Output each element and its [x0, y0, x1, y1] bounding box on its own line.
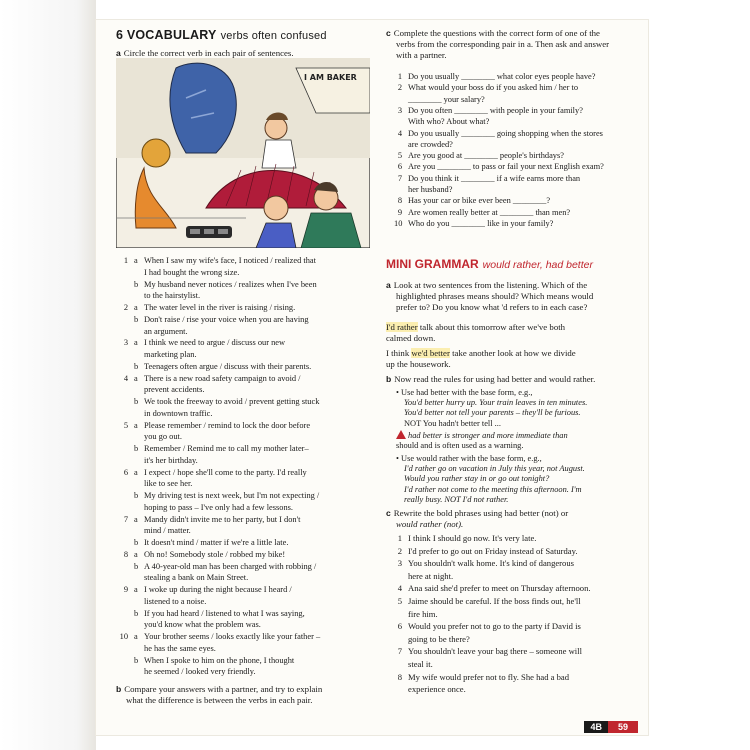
vocab-item-text[interactable]: When I saw my wife's face, I noticed / realized that — [144, 256, 316, 265]
grammar-c-line-2: would rather (not). — [396, 519, 464, 529]
vocab-item-letter: a — [134, 373, 138, 383]
vocab-item-line — [118, 620, 370, 631]
grammar-part-a — [386, 280, 648, 313]
vocab-item-line — [118, 503, 370, 514]
question-number: 4 — [397, 128, 402, 138]
rewrite-sentence-number: 1 — [397, 533, 402, 543]
vocab-item-text[interactable]: When I spoke to him on the phone, I thought — [144, 655, 295, 665]
grammar-b-label: b — [386, 374, 392, 384]
question-line — [394, 174, 648, 185]
vocab-item-letter: a — [134, 549, 138, 559]
vocab-item-line — [118, 479, 370, 490]
vocab-item-letter: b — [134, 491, 139, 500]
rule-2-line-4: I'd rather not come to the meeting this afternoon. I'm — [404, 484, 582, 494]
vocab-item-line — [118, 632, 370, 643]
vocab-item-line — [118, 432, 370, 443]
question-line — [394, 106, 648, 117]
question-line — [394, 196, 648, 207]
example-2-line-2: up the housework. — [386, 359, 451, 369]
mini-grammar-title — [386, 257, 593, 271]
vocab-item-line — [118, 644, 370, 655]
grammar-example-1 — [386, 322, 648, 344]
vocab-item-line — [118, 327, 370, 338]
vocab-item-letter: b — [134, 279, 139, 289]
rewrite-sentence-text: My wife would prefer not to fly. She had a bad — [408, 671, 570, 682]
question-number: 10 — [394, 218, 403, 228]
vocab-item-letter: b — [134, 561, 139, 571]
rewrite-sentence-number: 8 — [397, 671, 402, 682]
vocab-item-letter: a — [134, 514, 138, 524]
rewrite-sentence-number: 7 — [397, 646, 402, 657]
vocab-item-text[interactable]: My husband never notices / realizes when I've been — [144, 279, 317, 289]
question-number: 7 — [397, 173, 402, 183]
vocab-item-number: 2 — [123, 303, 128, 312]
grammar-example-2 — [386, 348, 648, 370]
rewrite-sentence-line — [394, 546, 648, 557]
question-text: What would your boss do if you asked him / her to — [408, 83, 579, 93]
vocab-item-line — [118, 291, 370, 302]
rule-2-line-2: I'd rather go on vacation in July this year, not August. — [404, 464, 585, 474]
part-b-label: b — [116, 684, 122, 694]
part-c-instruction — [386, 28, 648, 61]
question-text: Who do you ________ like in your family? — [408, 218, 554, 228]
vocab-item-line — [118, 538, 370, 549]
question-text: Are women really better at ________ than men? — [408, 207, 571, 217]
vocab-item-letter: b — [134, 655, 139, 665]
vocab-item-text[interactable]: We took the freeway to avoid / prevent getting stuck — [144, 397, 320, 406]
vocab-item-text[interactable]: to the hairstylist. — [144, 291, 201, 301]
rule-would-rather — [396, 454, 648, 505]
rewrite-sentence-text: Would you prefer not to go to the party if David is — [408, 621, 581, 632]
vocab-item-letter: b — [134, 444, 139, 453]
rule-2-line-1: • Use would rather with the base form, e.g., — [396, 454, 542, 463]
rewrite-sentence-text: Jaime should be careful. If the boss finds out, he'll — [408, 596, 581, 606]
rewrite-sentence-text: I'd prefer to go out on Friday instead of Saturday. — [408, 545, 578, 556]
vocab-item-text[interactable]: prevent accidents. — [144, 385, 205, 395]
vocab-item-letter: a — [134, 420, 138, 430]
vocab-item-line — [118, 303, 370, 314]
question-line — [394, 95, 648, 106]
vocab-item-line — [118, 374, 370, 385]
vocab-item-text[interactable]: hoping to pass – I've only had a few lessons. — [144, 502, 293, 512]
question-line — [394, 208, 648, 219]
vocab-item-text[interactable]: he has the same eyes. — [144, 643, 216, 653]
mini-grammar-heading: MINI GRAMMAR — [386, 257, 479, 271]
rewrite-sentence-text: going to be there? — [408, 633, 470, 644]
example-2-pre: I think — [386, 348, 412, 358]
cartoon-illustration — [116, 58, 370, 248]
question-line — [394, 72, 648, 83]
textbook-page — [96, 20, 648, 735]
man-shirt-right — [301, 213, 361, 248]
question-text: are crowded? — [408, 139, 453, 149]
vocab-item-number: 6 — [123, 467, 128, 477]
vocab-item-letter: a — [134, 585, 138, 594]
rewrite-sentence-number: 4 — [397, 583, 402, 594]
vocab-item-line — [118, 491, 370, 502]
question-text: ________ your salary? — [408, 94, 485, 104]
rewrite-sentence-text: I think I should go now. It's very late. — [408, 533, 537, 543]
grammar-b-text: Now read the rules for using had better and would rather. — [394, 374, 596, 384]
question-line — [394, 219, 648, 230]
vocab-item-text[interactable]: you go out. — [144, 432, 182, 442]
rewrite-sentence-line — [394, 609, 648, 620]
question-number: 2 — [397, 83, 402, 93]
grammar-c-line-1: Rewrite the bold phrases using had better (not) or — [393, 508, 569, 518]
vocab-item-number: 5 — [123, 420, 128, 430]
vocab-item-letter: a — [134, 338, 138, 348]
vocabulary-subtitle: verbs often confused — [220, 30, 327, 42]
vocab-item-number: 3 — [123, 338, 128, 348]
question-line — [394, 185, 648, 196]
vocab-item-number: 10 — [119, 632, 128, 641]
rewrite-sentence-number: 3 — [397, 558, 402, 569]
grammar-part-b — [386, 374, 648, 385]
question-text: Do you usually ________ what color eyes people have? — [408, 72, 596, 81]
rule-1-line-1: • Use had better with the base form, e.g., — [396, 388, 533, 397]
part-b-instruction — [116, 684, 322, 706]
vocab-item-letter: a — [134, 632, 138, 641]
vocab-item-line — [118, 609, 370, 620]
rewrite-sentence-line — [394, 533, 648, 544]
vocab-item-number: 4 — [123, 373, 128, 383]
vocab-item-text[interactable]: I woke up during the night because I heard / — [144, 585, 292, 594]
question-number: 5 — [397, 151, 402, 161]
rewrite-sentence-line — [394, 558, 648, 569]
rewrite-sentence-line — [394, 596, 648, 607]
vocab-item-text[interactable]: mind / matter. — [144, 526, 191, 536]
page-footer — [584, 721, 638, 733]
vocab-item-text[interactable]: he seemed / looked very friendly. — [144, 667, 256, 677]
rewrite-sentence-line — [394, 634, 648, 645]
rewrite-sentence-text: You shouldn't leave your bag there – someone will — [408, 646, 582, 657]
man-shirt-top — [262, 140, 296, 168]
vocab-item-text[interactable]: Mandy didn't invite me to her party, but I don't — [144, 514, 301, 524]
vocab-item-text[interactable]: The water level in the river is raising / rising. — [144, 303, 296, 312]
remote-button-3 — [218, 229, 228, 234]
vocab-item-letter: b — [134, 608, 139, 618]
vocab-item-number: 7 — [123, 514, 128, 524]
warning-note — [396, 430, 648, 451]
rewrite-sentence-text: Ana said she'd prefer to meet on Thursday afternoon. — [408, 583, 591, 594]
part-c-line-1: Complete the questions with the correct form of one of the — [393, 28, 600, 38]
mini-grammar-subtitle: would rather, had better — [482, 259, 593, 271]
rewrite-sentence-line — [394, 659, 648, 670]
part-c-label: c — [386, 28, 391, 38]
question-line — [394, 140, 648, 151]
vocab-item-text[interactable]: Teenagers often argue / discuss with their parents. — [144, 361, 312, 371]
question-text: Do you usually ________ going shopping when the stores — [408, 128, 603, 138]
question-line — [394, 129, 648, 140]
question-line — [394, 162, 648, 173]
rewrite-sentence-line — [394, 684, 648, 695]
vocab-item-line — [118, 256, 370, 267]
vocab-item-text[interactable]: in downtown traffic. — [144, 408, 213, 418]
example-2-rest: take another look at how we divide — [449, 348, 576, 358]
vocab-item-line — [118, 456, 370, 467]
question-text: her husband? — [408, 185, 453, 194]
vocab-item-letter: b — [134, 538, 139, 547]
question-text: Has your car or bike ever been ________? — [408, 196, 551, 206]
vocab-item-text[interactable]: Remember / Remind me to call my mother later– — [144, 444, 309, 453]
rule-2-line-3: Would you rather stay in or go out tonight? — [404, 474, 550, 484]
grammar-c-label: c — [386, 508, 391, 518]
question-line — [394, 117, 648, 128]
vocab-item-line — [118, 338, 370, 349]
rewrite-sentence-line — [394, 571, 648, 582]
woman-face — [264, 196, 288, 220]
vocab-item-line — [118, 526, 370, 537]
rewrite-sentence-text: steal it. — [408, 659, 433, 669]
page-number: 59 — [608, 721, 638, 733]
highlight-id-rather: I'd rather — [386, 322, 418, 332]
vocab-item-line — [118, 397, 370, 408]
vocab-item-text[interactable]: I had bought the wrong size. — [144, 267, 240, 277]
vocab-item-line — [118, 597, 370, 608]
vocab-item-line — [118, 667, 370, 678]
man-head-top — [265, 117, 287, 139]
part-a-label: a — [116, 48, 121, 58]
vocab-item-text[interactable]: Please remember / remind to lock the door before — [144, 420, 311, 430]
question-line — [394, 151, 648, 162]
vocab-item-text[interactable]: Oh no! Somebody stole / robbed my bike! — [144, 549, 286, 559]
remote-button-2 — [204, 229, 214, 234]
grammar-a-line-1: Look at two sentences from the listening. Which of the — [393, 280, 588, 290]
page-spine-shadow — [0, 0, 96, 750]
grammar-a-label: a — [386, 280, 391, 290]
vocab-item-line — [118, 444, 370, 455]
vocab-item-letter: a — [134, 303, 138, 312]
part-a-text: Circle the correct verb in each pair of sentences. — [123, 48, 294, 58]
grammar-a-line-2: highlighted phrases means should? Which means would — [396, 291, 594, 301]
rewrite-sentence-line — [394, 646, 648, 657]
rewrite-sentence-line — [394, 672, 648, 683]
highlight-wed-better: we'd better — [411, 348, 450, 358]
question-text: Are you ________ to pass or fail your next English exam? — [408, 162, 604, 172]
vocab-item-text[interactable]: marketing plan. — [144, 350, 197, 359]
rewrite-sentence-line — [394, 583, 648, 594]
part-c-line-2: verbs from the corresponding pair in a. Then ask and answer — [396, 39, 610, 49]
rewrite-sentence-number: 5 — [397, 596, 402, 606]
vocab-item-number: 1 — [123, 256, 128, 265]
vocabulary-title — [116, 28, 327, 42]
vocab-item-text[interactable]: I expect / hope she'll come to the party. I'd really — [144, 467, 307, 477]
vocab-item-letter: a — [134, 256, 138, 265]
vocab-item-text[interactable]: it's her birthday. — [144, 455, 198, 465]
question-number: 9 — [397, 207, 402, 217]
question-number: 1 — [397, 72, 402, 81]
vocab-item-letter: b — [134, 397, 139, 406]
grammar-a-line-3: prefer to? Do you know what 'd refers to in each case? — [396, 302, 588, 312]
vocabulary-heading: 6 VOCABULARY — [116, 28, 217, 42]
rule-1-line-3: You'd better not tell your parents – they'll be furious. — [404, 408, 581, 418]
remote-button-1 — [190, 229, 200, 234]
rewrite-sentence-number: 2 — [397, 545, 402, 556]
vocab-item-line — [118, 268, 370, 279]
warning-line-1: had better is stronger and more immediate than — [408, 431, 568, 440]
rewrite-sentence-text: here at night. — [408, 570, 454, 581]
question-text: Do you think it ________ if a wife earns more than — [408, 173, 581, 183]
vocab-item-letter: b — [134, 314, 139, 324]
vocab-item-line — [118, 550, 370, 561]
vocab-item-line — [118, 562, 370, 573]
unit-badge: 4B — [584, 721, 608, 733]
vocab-item-text[interactable]: Your brother seems / looks exactly like your father – — [144, 632, 321, 641]
vocab-item-number: 8 — [123, 549, 128, 559]
vocab-item-line — [118, 350, 370, 361]
rule-had-better — [396, 388, 648, 429]
question-text: Do you often ________ with people in your family? — [408, 105, 583, 115]
vocab-item-text[interactable]: I think we need to argue / discuss our new — [144, 338, 286, 348]
vocab-item-line — [118, 315, 370, 326]
question-number: 8 — [397, 196, 402, 206]
vocab-item-text[interactable]: listened to a noise. — [144, 596, 207, 606]
rewrite-sentence-text: fire him. — [408, 608, 438, 619]
vocab-item-text[interactable]: It doesn't mind / matter if we're a little late. — [144, 538, 289, 547]
vocab-item-line — [118, 656, 370, 667]
question-text: With who? About what? — [408, 117, 490, 127]
vocab-item-text[interactable]: stealing a bank on Main Street. — [144, 573, 249, 583]
sign-text: I AM BAKER — [304, 73, 357, 82]
question-text: Are you good at ________ people's birthdays? — [408, 151, 564, 161]
vocab-item-line — [118, 585, 370, 596]
part-b-line-2: what the difference is between the verbs in each pair. — [126, 695, 313, 705]
vocab-item-text[interactable]: My driving test is next week, but I'm not expecting / — [144, 491, 320, 500]
example-1-rest: talk about this tomorrow after we've both — [417, 322, 566, 332]
rewrite-sentence-text: You shouldn't walk home. It's kind of dangerous — [408, 558, 574, 569]
rule-1-line-2: You'd better hurry up. Your train leaves in ten minutes. — [404, 398, 588, 408]
vocab-item-line — [118, 280, 370, 291]
woman-hair — [142, 139, 170, 167]
vocab-item-line — [118, 409, 370, 420]
question-line — [394, 83, 648, 94]
vocab-item-text[interactable]: like to see her. — [144, 479, 193, 489]
rule-2-line-5: really busy. NOT I'd not rather. — [404, 494, 509, 504]
vocab-item-text[interactable]: Don't raise / rise your voice when you are having — [144, 314, 309, 324]
vocab-item-text[interactable]: an argument. — [144, 326, 188, 336]
vocab-item-line — [118, 421, 370, 432]
vocab-item-line — [118, 468, 370, 479]
grammar-part-c — [386, 508, 648, 530]
vocab-item-letter: a — [134, 467, 138, 477]
vocab-item-text[interactable]: There is a new road safety campaign to avoid / — [144, 373, 301, 383]
part-c-line-3: with a partner. — [396, 50, 447, 60]
vocab-item-number: 9 — [123, 585, 128, 594]
vocab-item-text[interactable]: A 40-year-old man has been charged with robbing / — [144, 561, 317, 571]
vocab-item-letter: b — [134, 361, 139, 371]
question-number: 6 — [397, 162, 402, 172]
example-1-line-2: calmed down. — [386, 333, 436, 343]
warning-line-2: should and is often used as a warning. — [396, 441, 524, 451]
part-b-line-1: Compare your answers with a partner, and try to explain — [124, 684, 323, 694]
question-number: 3 — [397, 105, 402, 115]
vocab-item-text[interactable]: If you had heard / listened to what I was saying, — [144, 608, 305, 618]
rule-1-line-4: NOT You hadn't better tell ... — [404, 418, 501, 428]
vocab-item-line — [118, 362, 370, 373]
vocab-item-text[interactable]: you'd know what the problem was. — [144, 620, 261, 630]
vocab-item-line — [118, 515, 370, 526]
warning-icon — [396, 430, 406, 439]
jeans-figure — [170, 63, 236, 153]
rewrite-sentence-text: experience once. — [408, 684, 466, 695]
rewrite-sentence-number: 6 — [397, 621, 402, 632]
rewrite-sentence-line — [394, 621, 648, 632]
vocab-item-line — [118, 385, 370, 396]
vocab-item-line — [118, 573, 370, 584]
